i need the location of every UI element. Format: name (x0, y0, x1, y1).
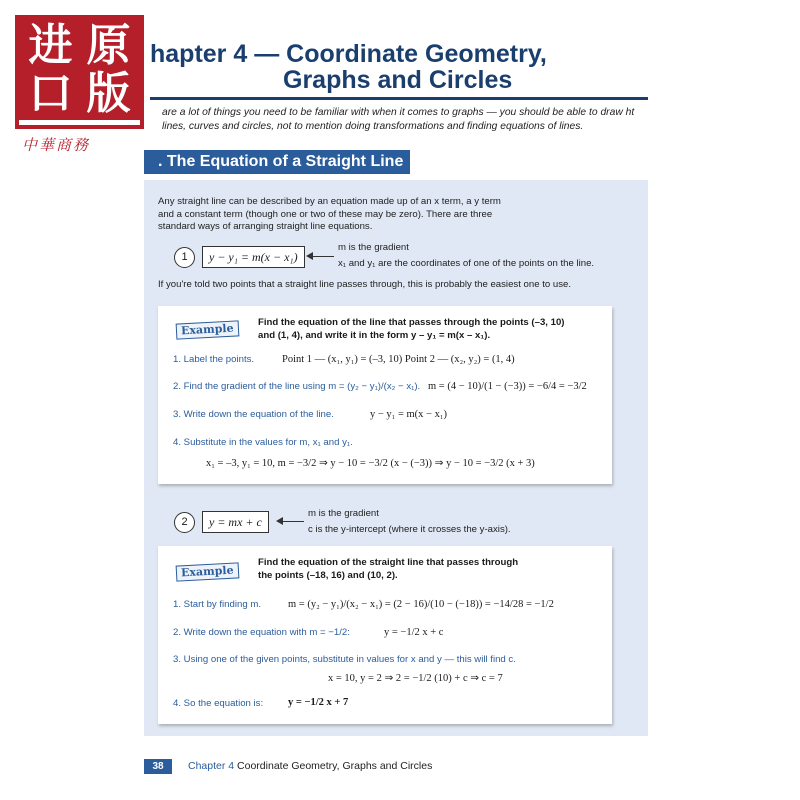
logo-char: 版 (86, 68, 131, 119)
arrow-line (282, 521, 304, 522)
intro-paragraph: Any straight line can be described by an equation made up of an x term, a y term and a constant term (though one or two of these may be zero). There are three standard ways of arranging straight line equations. (158, 196, 501, 232)
step-math: m = (4 − 10)/(1 − (−3)) = −6/4 = −3/2 (428, 381, 587, 392)
step-label: 2. Find the gradient of the line using m = (y₂ − y₁)/(x₂ − x₁). (173, 381, 421, 392)
footer-title (188, 760, 432, 772)
step-math: y = −1/2 x + 7 (288, 697, 349, 708)
logo-char: 口 (28, 68, 73, 119)
step-label: 1. Label the points. (173, 354, 255, 365)
two-points-paragraph: If you're told two points that a straight line passes through, this is probably the easiest one to use. (158, 279, 572, 290)
step-label: 1. Start by finding m. (173, 599, 261, 610)
example-question: and (1, 4), and write it in the form y – y₁ = m(x – x₁). (258, 330, 491, 341)
arrow-line (312, 256, 334, 257)
logo-book-line (19, 120, 140, 125)
chapter-intro: are a lot of things you need to be familiar with when it comes to graphs — you should be able to draw ht lines, curves and circles, not to mention doing transformations and finding equations of lines. (162, 107, 635, 132)
intercept-note: c is the y-intercept (where it crosses the y-axis). (308, 524, 511, 535)
title-rule (150, 97, 648, 100)
equation-box: y − y₁ = m(x − x₁) (202, 246, 305, 268)
equation-box: y = mx + c (202, 511, 269, 533)
chapter-title-line1: hapter 4 — Coordinate Geometry, (150, 40, 547, 68)
step-math: Point 1 — (x₁, y₁) = (–3, 10) Point 2 — (x₂, y₂) = (1, 4) (282, 354, 515, 365)
chapter-title-line2: Graphs and Circles (283, 66, 513, 94)
brand-text: 中華商務 (22, 136, 91, 154)
step-math: m = (y₂ − y₁)/(x₂ − x₁) = (2 − 16)/(10 − (−18)) = −14/28 = −1/2 (288, 599, 554, 610)
example-badge: Example (176, 320, 239, 339)
example-question: Find the equation of the straight line that passes through (258, 557, 519, 568)
page-number: 38 (144, 759, 172, 774)
logo-char: 进 (28, 20, 73, 71)
example-question: Find the equation of the line that passes through the points (–3, 10) (258, 317, 565, 328)
step-label: 4. Substitute in the values for m, x₁ and y₁. (173, 437, 353, 448)
step-label: 3. Using one of the given points, substitute in values for x and y — this will find c. (173, 654, 516, 665)
step-label: 3. Write down the equation of the line. (173, 409, 334, 420)
step-label: 4. So the equation is: (173, 698, 264, 709)
coordinates-note: x₁ and y₁ are the coordinates of one of the points on the line. (338, 258, 595, 269)
step-math: x₁ = –3, y₁ = 10, m = −3/2 ⇒ y − 10 = −3/2 (x − (−3)) ⇒ y − 10 = −3/2 (x + 3) (206, 458, 535, 469)
gradient-note: m is the gradient (338, 242, 409, 253)
example-badge: Example (176, 562, 239, 581)
step-math: y − y₁ = m(x − x₁) (370, 409, 447, 420)
step-math: y = −1/2 x + c (384, 627, 444, 638)
publisher-logo (15, 15, 144, 129)
logo-char: 原 (86, 20, 131, 71)
section-heading: . The Equation of a Straight Line (144, 150, 410, 174)
form-number: 2 (174, 512, 195, 533)
footer-chapter-title: Coordinate Geometry, Graphs and Circles (237, 760, 433, 772)
footer-chapter: Chapter 4 (188, 760, 235, 772)
form-number: 1 (174, 247, 195, 268)
example-question: the points (–18, 16) and (10, 2). (258, 570, 398, 581)
step-math: x = 10, y = 2 ⇒ 2 = −1/2 (10) + c ⇒ c = 7 (328, 673, 503, 684)
step-label: 2. Write down the equation with m = −1/2: (173, 627, 350, 638)
gradient-note: m is the gradient (308, 508, 379, 519)
